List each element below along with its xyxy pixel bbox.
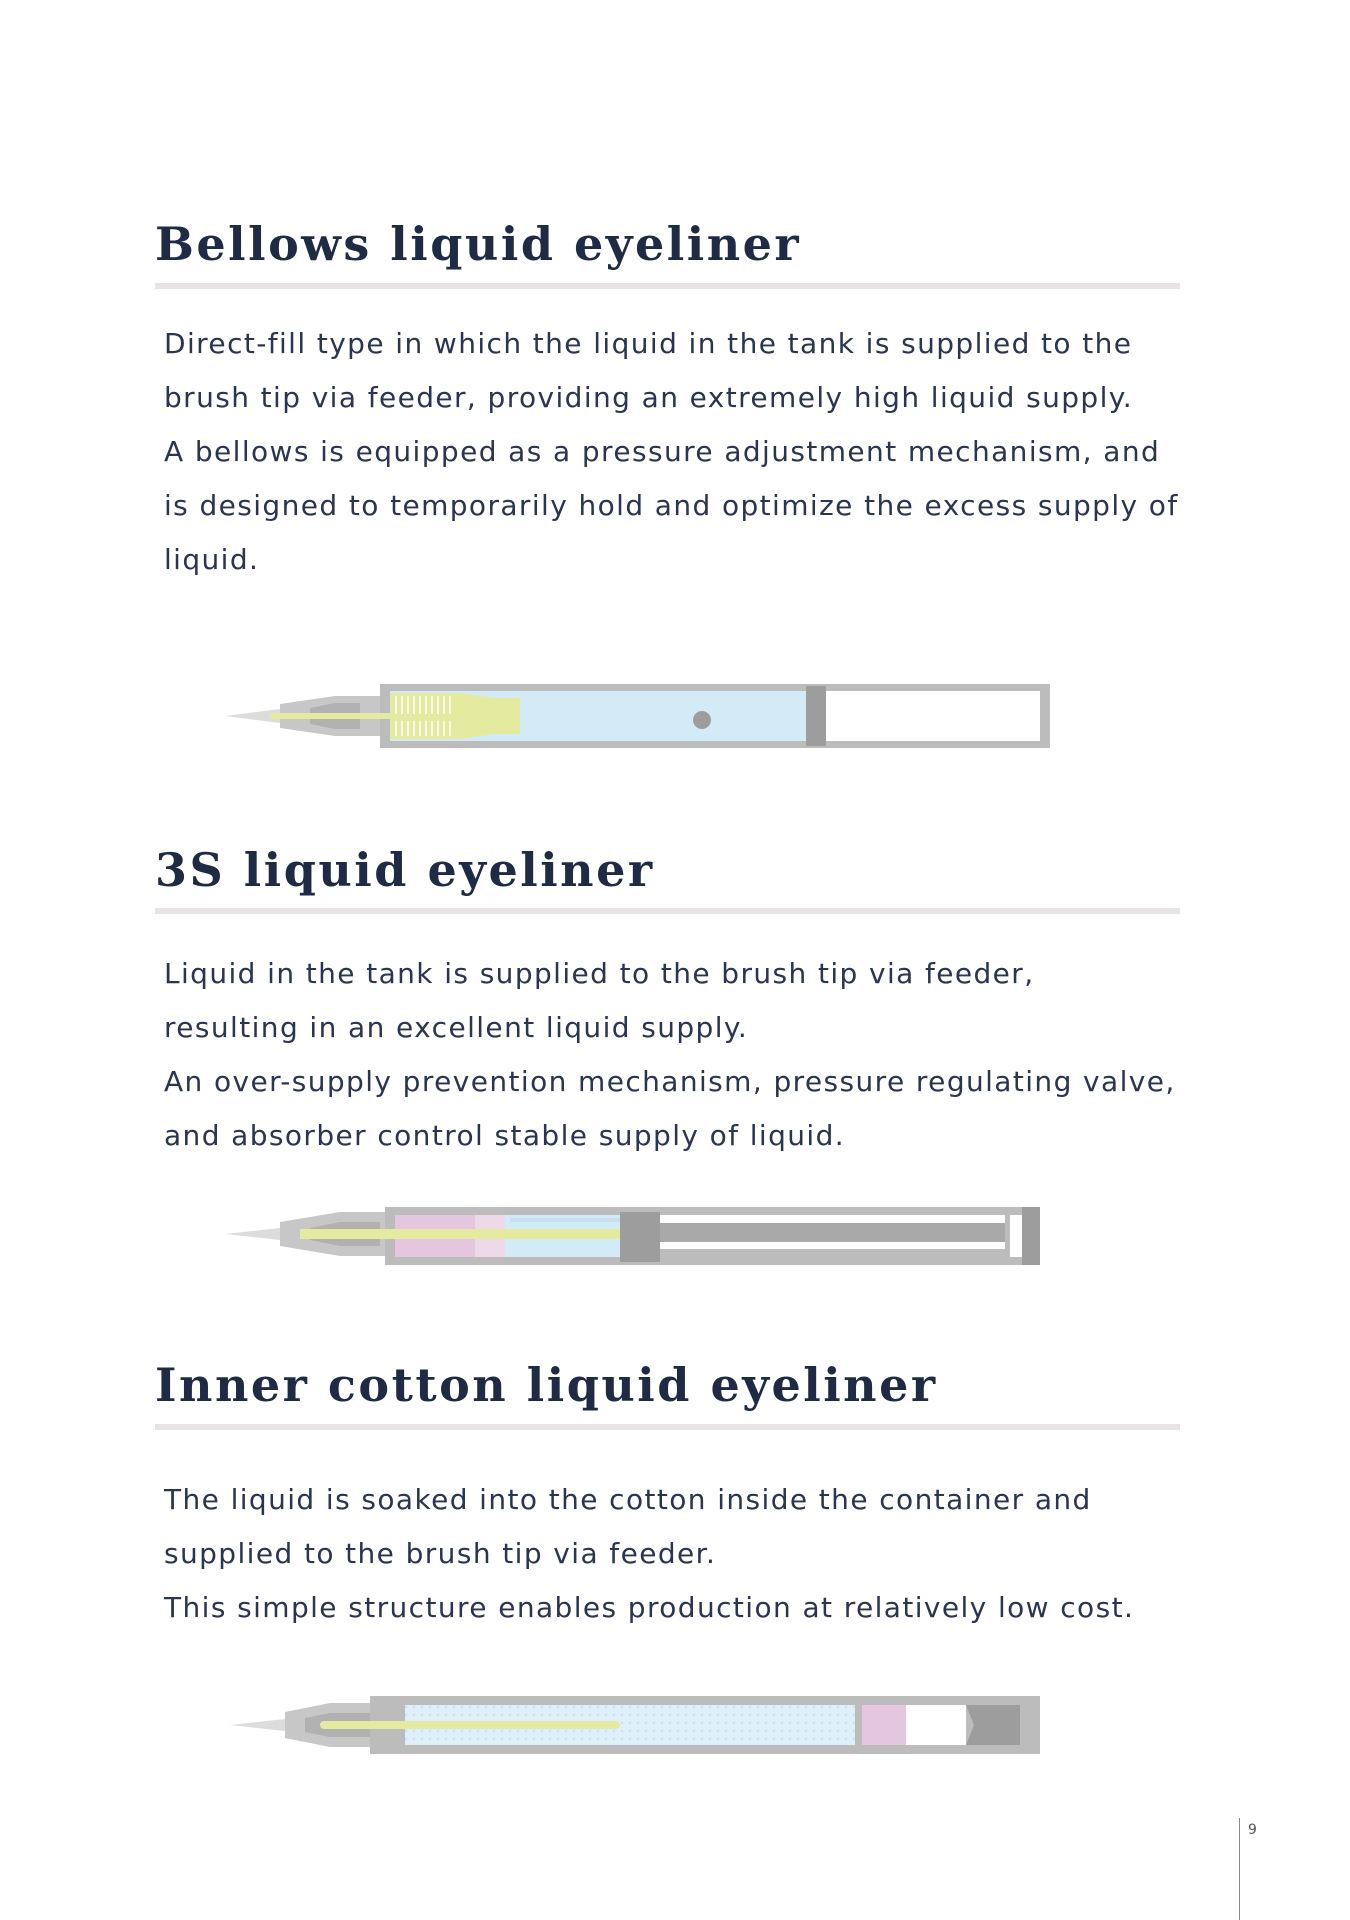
brush-tip bbox=[230, 1719, 285, 1731]
section-description bbox=[164, 317, 1194, 587]
3s-eyeliner-diagram bbox=[210, 1198, 1060, 1278]
page-number: 9 bbox=[1248, 1822, 1257, 1838]
rear-channel-top bbox=[660, 1215, 1005, 1223]
description-line: and absorber control stable supply of liquid. bbox=[164, 1119, 846, 1152]
section-description bbox=[164, 1473, 1194, 1635]
section-title: Bellows liquid eyeliner bbox=[155, 217, 802, 271]
description-line: supplied to the brush tip via feeder. bbox=[164, 1537, 717, 1570]
description-line: An over-supply prevention mechanism, pressure regulating valve, bbox=[164, 1065, 1176, 1098]
section-description bbox=[164, 947, 1194, 1163]
end-cap-gap bbox=[1010, 1215, 1022, 1257]
inner-cotton-eyeliner-diagram bbox=[210, 1687, 1060, 1767]
page-number-divider bbox=[1239, 1818, 1240, 1920]
bellows-neck bbox=[460, 693, 520, 739]
rear-channel-bottom bbox=[660, 1242, 1005, 1249]
end-cap bbox=[966, 1705, 1020, 1745]
brush-tip bbox=[225, 1228, 280, 1240]
feeder bbox=[320, 1721, 620, 1729]
piston bbox=[806, 686, 826, 746]
section-title: 3S liquid eyeliner bbox=[155, 843, 655, 897]
description-line: brush tip via feeder, providing an extremely high liquid supply. bbox=[164, 381, 1134, 414]
section-title: Inner cotton liquid eyeliner bbox=[155, 1358, 938, 1412]
bellows-eyeliner-diagram bbox=[210, 676, 1060, 756]
description-line: This simple structure enables production at relatively low cost. bbox=[164, 1591, 1135, 1624]
end-cap bbox=[1022, 1207, 1040, 1265]
section-divider bbox=[155, 908, 1180, 914]
description-line: A bellows is equipped as a pressure adjustment mechanism, and bbox=[164, 435, 1161, 468]
section-divider bbox=[155, 283, 1180, 289]
description-line: Liquid in the tank is supplied to the brush tip via feeder, bbox=[164, 957, 1035, 990]
description-line: resulting in an excellent liquid supply. bbox=[164, 1011, 749, 1044]
rear-chamber bbox=[906, 1705, 966, 1745]
rear-chamber bbox=[826, 691, 1040, 741]
cotton-plug bbox=[862, 1705, 906, 1745]
rear-rod bbox=[660, 1223, 1005, 1242]
ball bbox=[693, 711, 711, 729]
valve bbox=[620, 1212, 660, 1262]
description-line: The liquid is soaked into the cotton inside the container and bbox=[164, 1483, 1092, 1516]
section-divider bbox=[155, 1424, 1180, 1430]
description-line: liquid. bbox=[164, 543, 260, 576]
description-line: Direct-fill type in which the liquid in the tank is supplied to the bbox=[164, 327, 1133, 360]
description-line: is designed to temporarily hold and optimize the excess supply of bbox=[164, 489, 1179, 522]
